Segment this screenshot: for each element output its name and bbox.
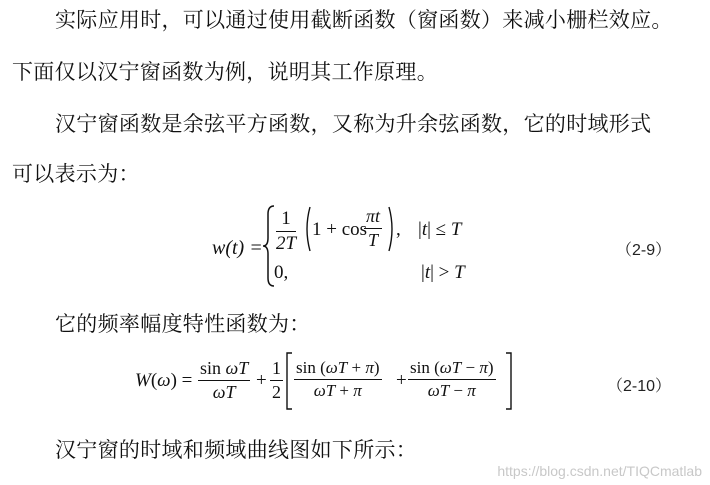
paragraph-5: 它的频率幅度特性函数为： (55, 312, 311, 336)
left-paren (303, 206, 311, 252)
equation-number-2-10: （2-10） (607, 378, 672, 395)
paragraph-4: 可以表示为： (12, 162, 140, 186)
paragraph-2: 下面仅以汉宁窗函数为例，说明其工作原理。 (12, 60, 438, 84)
paragraph-6: 汉宁窗的时域和频域曲线图如下所示： (55, 438, 418, 462)
left-bracket (285, 352, 293, 410)
paragraph-1: 实际应用时，可以通过使用截断函数（窗函数）来减小栅栏效应。 (55, 8, 673, 32)
equation-number-2-9: （2-9） (616, 242, 672, 259)
right-paren (388, 206, 396, 252)
right-bracket (505, 352, 513, 410)
paragraph-3: 汉宁窗函数是余弦平方函数，又称为升余弦函数，它的时域形式 (55, 112, 652, 136)
watermark: https://blog.csdn.net/TIQCmatlab (497, 463, 702, 479)
